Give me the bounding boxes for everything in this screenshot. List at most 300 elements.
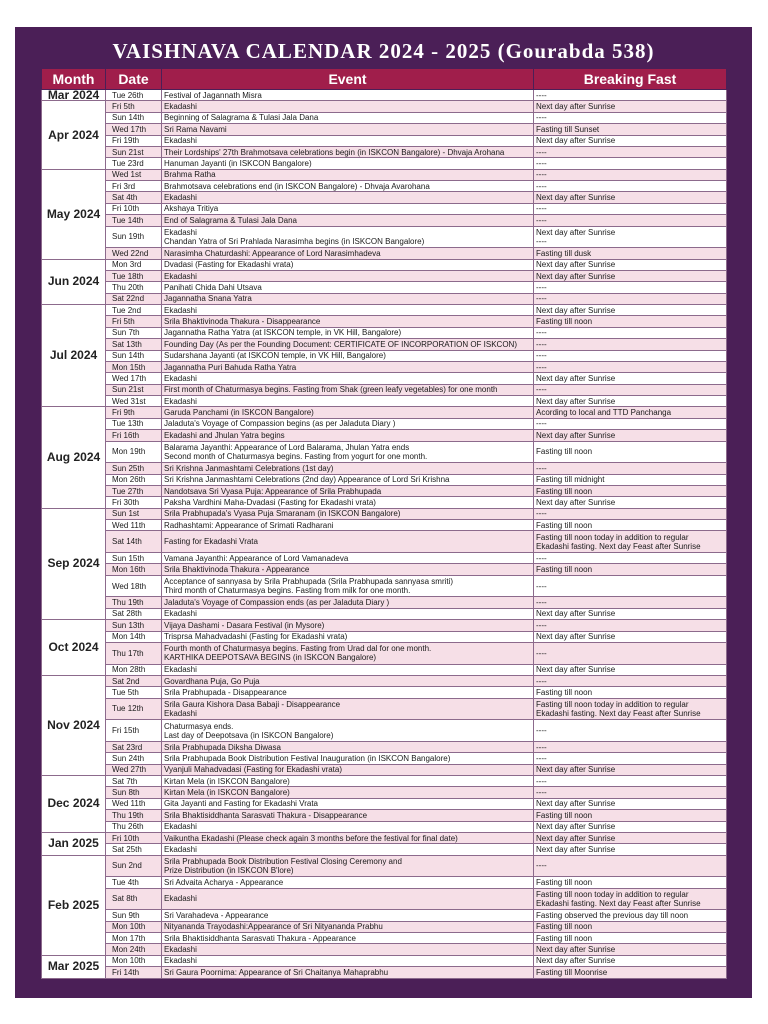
calendar-table [41,68,727,979]
breaking-fast-cell [534,933,727,944]
event-cell [162,877,534,888]
event-text: Ekadashi [164,609,197,619]
breaking-fast-text: Next day after Sunrise [536,227,616,237]
breaking-fast-text: Next day after Sunrise [536,945,616,955]
table-row [42,508,727,519]
date-cell: Sat 14th [106,531,162,553]
table-row [42,418,727,429]
event-cell [162,642,534,664]
event-cell [162,855,534,877]
breaking-fast-cell [534,248,727,259]
event-cell [162,810,534,821]
breaking-fast-cell [534,910,727,921]
date-cell: Fri 10th [106,832,162,843]
event-cell [162,135,534,146]
breaking-fast-text: ---- [536,861,547,871]
event-cell [162,259,534,270]
event-cell [162,955,534,966]
breaking-fast-text: ---- [536,294,547,304]
table-row [42,158,727,169]
breaking-fast-text: ---- [536,419,547,429]
table-row [42,101,727,112]
breaking-fast-cell [534,350,727,361]
event-cell [162,844,534,855]
event-cell [162,698,534,720]
breaking-fast-text: Next day after Sunrise [536,844,616,854]
date-cell: Sun 21st [106,384,162,395]
month-label: Feb 2025 [42,855,106,955]
event-text: Ekadashi [164,227,197,237]
date-cell: Fri 9th [106,407,162,418]
event-cell [162,664,534,675]
table-row [42,764,727,775]
table-row [42,384,727,395]
date-cell: Mon 26th [106,474,162,485]
event-text: Narasimha Chaturdashi: Appearance of Lord Narasimhadeva [164,248,381,258]
date-cell: Sun 19th [106,226,162,248]
breaking-fast-text: Next day after Sunrise [536,632,616,642]
table-row [42,520,727,531]
event-cell [162,350,534,361]
event-text: Sri Rama Navami [164,124,227,134]
breaking-fast-cell [534,720,727,742]
breaking-fast-text: Next day after Sunrise [536,193,616,203]
event-text: Nityananda Trayodashi:Appearance of Sri Nityananda Prabhu [164,922,383,932]
date-cell: Mon 14th [106,631,162,642]
table-row [42,316,727,327]
breaking-fast-text: ---- [536,676,547,686]
breaking-fast-text: Fasting till dusk [536,248,592,258]
date-cell: Sun 14th [106,112,162,123]
breaking-fast-text: ---- [536,726,547,736]
event-text: Ekadashi [164,665,197,675]
breaking-fast-cell [534,575,727,597]
month-label: Mar 2024 [42,90,106,101]
date-cell: Mon 16th [106,564,162,575]
date-cell: Tue 26th [106,90,162,101]
table-row [42,293,727,304]
event-text: Jagannatha Ratha Yatra (at ISKCON temple, in VK Hill, Bangalore) [164,328,402,338]
event-cell [162,575,534,597]
breaking-fast-text: Next day after Sunrise [536,765,616,775]
event-text-line2: KARTHIKA DEEPOTSAVA BEGINS (in ISKCON Bangalore) [164,653,377,663]
event-cell [162,158,534,169]
event-text: Ekadashi [164,956,197,966]
event-text: Srila Prabhupada - Disappearance [164,687,287,697]
date-cell: Tue 2nd [106,305,162,316]
event-text: Ekadashi [164,894,197,904]
table-row [42,407,727,418]
breaking-fast-cell [534,553,727,564]
month-label: Apr 2024 [42,101,106,169]
date-cell: Mon 19th [106,441,162,463]
date-cell: Fri 15th [106,720,162,742]
date-cell: Tue 23rd [106,158,162,169]
event-cell [162,474,534,485]
header-breaking-fast: Breaking Fast [534,69,727,90]
event-text: Jagannatha Snana Yatra [164,294,252,304]
event-text: Ekadashi [164,844,197,854]
table-row [42,463,727,474]
breaking-fast-cell [534,698,727,720]
event-cell [162,124,534,135]
breaking-fast-cell [534,407,727,418]
date-cell: Mon 15th [106,361,162,372]
event-text: Jaladuta's Voyage of Compassion ends (as per Jaladuta Diary ) [164,598,390,608]
event-cell [162,373,534,384]
table-row [42,855,727,877]
event-text: Srila Bhaktivinoda Thakura - Disappearance [164,317,321,327]
breaking-fast-text: Next day after Sunrise [536,102,616,112]
event-cell [162,407,534,418]
event-text: Akshaya Tritiya [164,204,219,214]
event-text: First month of Chaturmasya begins. Fasting from Shak (green leafy vegetables) for one month [164,385,498,395]
table-row [42,327,727,338]
breaking-fast-cell [534,787,727,798]
table-row [42,776,727,787]
event-cell [162,888,534,910]
breaking-fast-text: Fasting till noon [536,565,593,575]
event-text: Srila Bhaktisiddhanta Sarasvati Thakura - Appearance [164,933,356,943]
date-cell: Sun 2nd [106,855,162,877]
table-row [42,192,727,203]
breaking-fast-cell [534,564,727,575]
table-row [42,305,727,316]
date-cell: Wed 17th [106,124,162,135]
event-text: Ekadashi [164,271,197,281]
breaking-fast-text: ---- [536,147,547,157]
event-text: Govardhana Puja, Go Puja [164,676,260,686]
date-cell: Wed 18th [106,575,162,597]
date-cell: Thu 19th [106,597,162,608]
table-row [42,944,727,955]
month-label: Jan 2025 [42,832,106,855]
breaking-fast-text: ---- [536,581,547,591]
table-row [42,631,727,642]
breaking-fast-text: ---- [536,282,547,292]
table-row [42,270,727,281]
event-text: Garuda Panchami (in ISKCON Bangalore) [164,408,314,418]
breaking-fast-text: Fasting till noon today in addition to regular [536,532,689,542]
event-cell [162,531,534,553]
breaking-fast-cell [534,955,727,966]
table-row [42,575,727,597]
breaking-fast-text: ---- [536,620,547,630]
breaking-fast-cell [534,259,727,270]
date-cell: Sat 4th [106,192,162,203]
breaking-fast-text: Next day after Sunrise [536,833,616,843]
date-cell: Wed 27th [106,764,162,775]
event-text: Srila Prabhupada's Vyasa Puja Smaranam (in ISKCON Bangalore) [164,509,401,519]
breaking-fast-cell [534,316,727,327]
event-cell [162,675,534,686]
header-date: Date [106,69,162,90]
page-title: VAISHNAVA CALENDAR 2024 - 2025 (Gourabda 538) [112,39,655,63]
breaking-fast-cell [534,135,727,146]
breaking-fast-cell [534,384,727,395]
event-cell [162,620,534,631]
event-cell [162,520,534,531]
event-cell [162,798,534,809]
event-text: Gita Jayanti and Fasting for Ekadashi Vrata [164,799,319,809]
table-row [42,787,727,798]
breaking-fast-cell [534,90,727,101]
calendar-body [42,90,727,979]
breaking-fast-text: Next day after Sunrise [536,136,616,146]
breaking-fast-text: ---- [536,351,547,361]
table-row [42,112,727,123]
event-cell [162,753,534,764]
event-text: Ekadashi [164,396,197,406]
table-row [42,361,727,372]
table-row [42,967,727,979]
breaking-fast-text: Fasting observed the previous day till noon [536,910,689,920]
event-cell [162,631,534,642]
breaking-fast-text: Fasting till Sunset [536,124,600,134]
breaking-fast-text: ---- [536,598,547,608]
breaking-fast-cell [534,597,727,608]
event-cell [162,497,534,508]
event-cell [162,485,534,496]
date-cell: Fri 5th [106,101,162,112]
table-row [42,933,727,944]
event-text: Ekadashi [164,373,197,383]
event-cell [162,384,534,395]
event-cell [162,305,534,316]
breaking-fast-cell [534,305,727,316]
header-month: Month [42,69,106,90]
date-cell: Mon 28th [106,664,162,675]
date-cell: Fri 30th [106,497,162,508]
event-text: Fourth month of Chaturmasya begins. Fasting from Urad dal for one month. [164,644,432,654]
breaking-fast-cell [534,474,727,485]
event-text-line2: Last day of Deepotsava (in ISKCON Bangalore) [164,730,334,740]
date-cell: Fri 14th [106,967,162,979]
event-text: Srila Prabhupada Diksha Diwasa [164,742,281,752]
breaking-fast-cell [534,226,727,248]
breaking-fast-text-line2: Ekadashi fasting. Next day Feast after Sunrise [536,708,701,718]
event-text: Kirtan Mela (in ISKCON Bangalore) [164,788,290,798]
breaking-fast-cell [534,620,727,631]
month-label: Dec 2024 [42,776,106,833]
breaking-fast-text: Next day after Sunrise [536,373,616,383]
breaking-fast-cell [534,798,727,809]
event-text: Sri Gaura Poornima: Appearance of Sri Chaitanya Mahaprabhu [164,968,389,978]
breaking-fast-text: Fasting till Moonrise [536,968,608,978]
date-cell: Tue 27th [106,485,162,496]
event-text: Vijaya Dashami - Dasara Festival (in Mysore) [164,620,325,630]
event-cell [162,933,534,944]
event-text: Trisprsa Mahadvadashi (Fasting for Ekadashi vrata) [164,632,348,642]
event-text-line2: Third month of Chaturmasya begins. Fasting from milk for one month. [164,586,411,596]
event-text: Sri Krishna Janmashtami Celebrations (1st day) [164,463,334,473]
breaking-fast-cell [534,101,727,112]
date-cell: Mon 3rd [106,259,162,270]
date-cell: Sun 25th [106,463,162,474]
breaking-fast-cell [534,181,727,192]
table-row [42,373,727,384]
event-cell [162,921,534,932]
breaking-fast-cell [534,687,727,698]
date-cell: Wed 31st [106,396,162,407]
event-cell [162,821,534,832]
event-text: Vaikuntha Ekadashi (Please check again 3 months before the festival for final date) [164,833,458,843]
breaking-fast-cell [534,169,727,180]
breaking-fast-text: Next day after Sunrise [536,799,616,809]
month-label: May 2024 [42,169,106,259]
event-text: Paksha Vardhini Maha-Dvadasi (Fasting for Ekadashi vrata) [164,497,376,507]
breaking-fast-text: ---- [536,788,547,798]
date-cell: Fri 16th [106,430,162,441]
event-text-line2: Second month of Chaturmasya begins. Fasting from yogurt for one month. [164,451,428,461]
table-row [42,248,727,259]
breaking-fast-text-line2: Ekadashi fasting. Next day Feast after Sunrise [536,898,701,908]
breaking-fast-cell [534,855,727,877]
table-row [42,687,727,698]
date-cell: Fri 3rd [106,181,162,192]
event-cell [162,361,534,372]
table-row [42,474,727,485]
breaking-fast-cell [534,497,727,508]
event-text: Brahmotsava celebrations end (in ISKCON Bangalore) - Dhvaja Avarohana [164,181,430,191]
event-text: Srila Prabhupada Book Distribution Festival Inauguration (in ISKCON Bangalore) [164,753,451,763]
breaking-fast-cell [534,485,727,496]
event-cell [162,181,534,192]
table-row [42,339,727,350]
event-text: Sudarshana Jayanti (at ISKCON temple, in VK Hill, Bangalore) [164,351,386,361]
breaking-fast-cell [534,877,727,888]
breaking-fast-cell [534,520,727,531]
date-cell: Sun 21st [106,146,162,157]
event-cell [162,720,534,742]
breaking-fast-text: Fasting till noon [536,447,593,457]
event-cell [162,270,534,281]
header-event: Event [162,69,534,90]
event-text: Panihati Chida Dahi Utsava [164,282,262,292]
event-text: Nandotsava Sri Vyasa Puja: Appearance of Srila Prabhupada [164,486,382,496]
event-cell [162,339,534,350]
event-cell [162,293,534,304]
table-row [42,181,727,192]
event-text: Acceptance of sannyasa by Srila Prabhupada (Srila Prabhupada sannyasa smriti) [164,577,454,587]
breaking-fast-text: Fasting till noon [536,922,593,932]
breaking-fast-text: Next day after Sunrise [536,271,616,281]
table-row [42,720,727,742]
month-label: Aug 2024 [42,407,106,508]
breaking-fast-text: ---- [536,385,547,395]
event-text: Sri Advaita Acharya - Appearance [164,877,284,887]
breaking-fast-text: Fasting till noon [536,317,593,327]
event-text: Dvadasi (Fasting for Ekadashi vrata) [164,260,294,270]
date-cell: Tue 14th [106,215,162,226]
breaking-fast-cell [534,282,727,293]
breaking-fast-text: Next day after Sunrise [536,305,616,315]
table-row [42,810,727,821]
event-text: Festival of Jagannath Misra [164,90,262,100]
table-row [42,675,727,686]
breaking-fast-text: Next day after Sunrise [536,665,616,675]
event-text: Sri Varahadeva - Appearance [164,910,269,920]
event-text: Fasting for Ekadashi Vrata [164,537,258,547]
event-text: Hanuman Jayanti (in ISKCON Bangalore) [164,158,312,168]
breaking-fast-cell [534,764,727,775]
date-cell: Sat 8th [106,888,162,910]
date-cell: Fri 10th [106,203,162,214]
breaking-fast-text: Next day after Sunrise [536,609,616,619]
breaking-fast-cell [534,112,727,123]
event-text: Ekadashi [164,822,197,832]
date-cell: Mon 10th [106,921,162,932]
date-cell: Sun 7th [106,327,162,338]
date-cell: Sun 14th [106,350,162,361]
event-cell [162,564,534,575]
event-cell [162,608,534,619]
breaking-fast-text: Fasting till noon [536,520,593,530]
table-row [42,441,727,463]
table-row [42,135,727,146]
table-row [42,832,727,843]
date-cell: Wed 11th [106,520,162,531]
event-cell [162,553,534,564]
breaking-fast-text: ---- [536,204,547,214]
breaking-fast-cell [534,832,727,843]
table-row [42,955,727,966]
event-text-line2: Prize Distribution (in ISKCON B'lore) [164,865,294,875]
breaking-fast-text: Fasting till noon today in addition to regular [536,699,689,709]
event-cell [162,944,534,955]
table-row [42,888,727,910]
breaking-fast-text: ---- [536,339,547,349]
event-cell [162,316,534,327]
breaking-fast-text: Fasting till noon [536,687,593,697]
breaking-fast-cell [534,844,727,855]
event-cell [162,226,534,248]
date-cell: Sat 28th [106,608,162,619]
breaking-fast-text: ---- [536,742,547,752]
breaking-fast-cell [534,608,727,619]
breaking-fast-text-line2: ---- [536,236,547,246]
month-label: Nov 2024 [42,675,106,775]
date-cell: Sun 15th [106,553,162,564]
date-cell: Tue 5th [106,687,162,698]
date-cell: Sun 24th [106,753,162,764]
event-cell [162,192,534,203]
breaking-fast-cell [534,463,727,474]
date-cell: Tue 12th [106,698,162,720]
breaking-fast-text: Next day after Sunrise [536,430,616,440]
table-row [42,910,727,921]
event-text: End of Salagrama & Tulasi Jala Dana [164,215,297,225]
breaking-fast-cell [534,270,727,281]
event-text: Sri Krishna Janmashtami Celebrations (2nd day) Appearance of Lord Sri Krishna [164,475,450,485]
event-text: Chaturmasya ends. [164,721,234,731]
month-label: Oct 2024 [42,620,106,676]
breaking-fast-text: ---- [536,776,547,786]
breaking-fast-text: ---- [536,648,547,658]
event-cell [162,101,534,112]
breaking-fast-text: ---- [536,215,547,225]
table-header-row [42,69,727,90]
month-label: Jul 2024 [42,305,106,407]
table-row [42,430,727,441]
table-row [42,215,727,226]
table-row [42,203,727,214]
date-cell: Fri 5th [106,316,162,327]
date-cell: Mon 17th [106,933,162,944]
breaking-fast-cell [534,124,727,135]
table-row [42,597,727,608]
date-cell: Wed 22nd [106,248,162,259]
